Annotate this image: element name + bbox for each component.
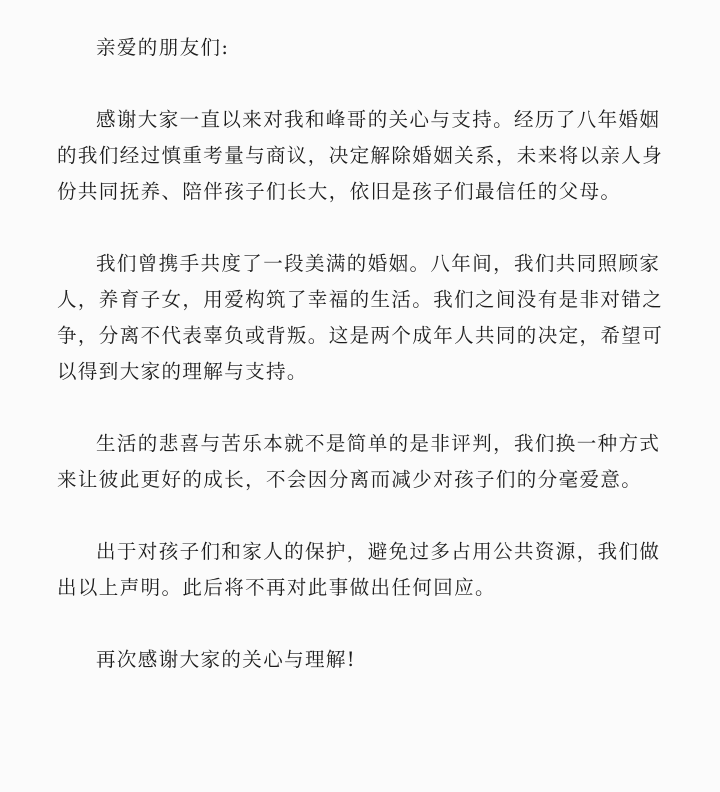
paragraph-line: 感谢大家一直以来对我和峰哥的关心与支持。经历了八年婚姻 [96,108,661,131]
spacer [57,66,678,102]
closing-line: 再次感谢大家的关心与理解! [96,648,357,671]
spacer [57,606,678,642]
paragraph-line: 以得到大家的理解与支持。 [57,360,308,383]
paragraph-line: 份共同抚养、陪伴孩子们长大，依旧是孩子们最信任的父母。 [57,180,622,203]
paragraph-line: 出以上声明。此后将不再对此事做出任何回应。 [57,576,496,599]
paragraph-line: 人，养育子女，用爱构筑了幸福的生活。我们之间没有是非对错之 [57,288,664,311]
paragraph-4 [57,534,678,606]
paragraph-2 [57,246,678,390]
salutation: 亲爱的朋友们: [96,36,230,59]
paragraph-line: 的我们经过慎重考量与商议，决定解除婚姻关系，未来将以亲人身 [57,144,664,167]
paragraph-line: 我们曾携手共度了一段美满的婚姻。八年间，我们共同照顾家 [96,252,661,275]
spacer [57,498,678,534]
paragraph-line: 出于对孩子们和家人的保护，避免过多占用公共资源，我们做 [96,540,661,563]
paragraph-1 [57,102,678,210]
paragraph-3 [57,426,678,498]
spacer [57,210,678,246]
paragraph-line: 来让彼此更好的成长，不会因分离而减少对孩子们的分毫爱意。 [57,468,643,491]
paragraph-line: 生活的悲喜与苦乐本就不是简单的是非评判，我们换一种方式 [96,432,661,455]
paragraph-line: 争，分离不代表辜负或背叛。这是两个成年人共同的决定，希望可 [57,324,664,347]
spacer [57,390,678,426]
